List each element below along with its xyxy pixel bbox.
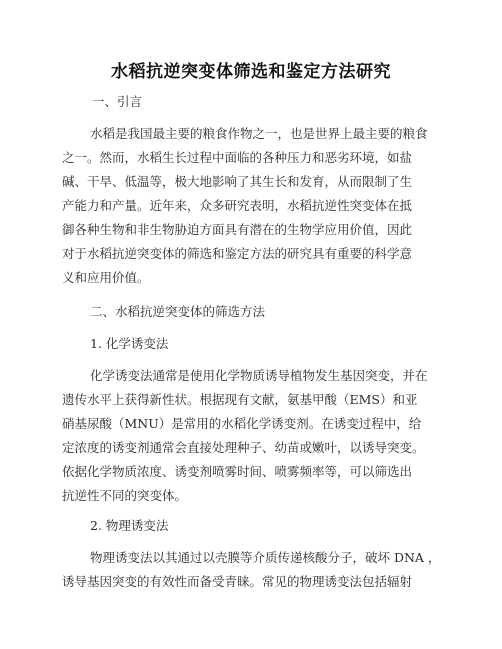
intro-line-3: 碱、干旱、低温等，极大地影响了其生长和发育，从而限制了生 bbox=[62, 174, 413, 189]
intro-line-1: 水稻是我国最主要的粮食作物之一，也是世界上最主要的粮食 bbox=[90, 126, 428, 141]
chem-line-1: 化学诱变法通常是使用化学物质诱导植物发生基因突变，并在 bbox=[90, 368, 428, 383]
section-heading-intro: 一、引言 bbox=[92, 94, 143, 109]
intro-line-4: 产能力和产量。近年来，众多研究表明，水稻抗逆性突变体在抵 bbox=[62, 198, 413, 213]
phys-line-2: 诱导基因突变的有效性而备受青睐。常见的物理诱变法包括辐射 bbox=[62, 574, 413, 589]
intro-line-6: 对于水稻抗逆突变体的筛选和鉴定方法的研究具有重要的科学意 bbox=[62, 246, 413, 261]
chem-line-3: 硝基尿酸（MNU）是常用的水稻化学诱变剂。在诱变过程中，给 bbox=[62, 416, 422, 431]
chem-line-6: 抗逆性不同的突变体。 bbox=[62, 488, 188, 503]
section-heading-screening: 二、水稻抗逆突变体的筛选方法 bbox=[90, 304, 266, 319]
document-title: 水稻抗逆突变体筛选和鉴定方法研究 bbox=[111, 62, 391, 82]
intro-line-2: 之一。然而，水稻生长过程中面临的各种压力和恶劣环境，如盐 bbox=[62, 150, 413, 165]
subheading-physical: 2. 物理诱变法 bbox=[90, 518, 169, 533]
chem-line-2: 遗传水平上获得新性状。根据现有文献，氨基甲酸（EMS）和亚 bbox=[62, 392, 418, 407]
subheading-chemical: 1. 化学诱变法 bbox=[90, 336, 169, 351]
chem-line-4: 定浓度的诱变剂通常会直接处理种子、幼苗或嫩叶，以诱导突变。 bbox=[62, 440, 425, 455]
intro-line-5: 御各种生物和非生物胁迫方面具有潜在的生物学应用价值，因此 bbox=[62, 222, 413, 237]
chem-line-5: 依据化学物质浓度、诱变剂喷雾时间、喷雾频率等，可以筛选出 bbox=[62, 464, 413, 479]
phys-line-1: 物理诱变法以其通过以壳膜等介质传递核酸分子，破坏 DNA ， bbox=[90, 550, 441, 565]
intro-line-7: 义和应用价值。 bbox=[62, 270, 150, 285]
